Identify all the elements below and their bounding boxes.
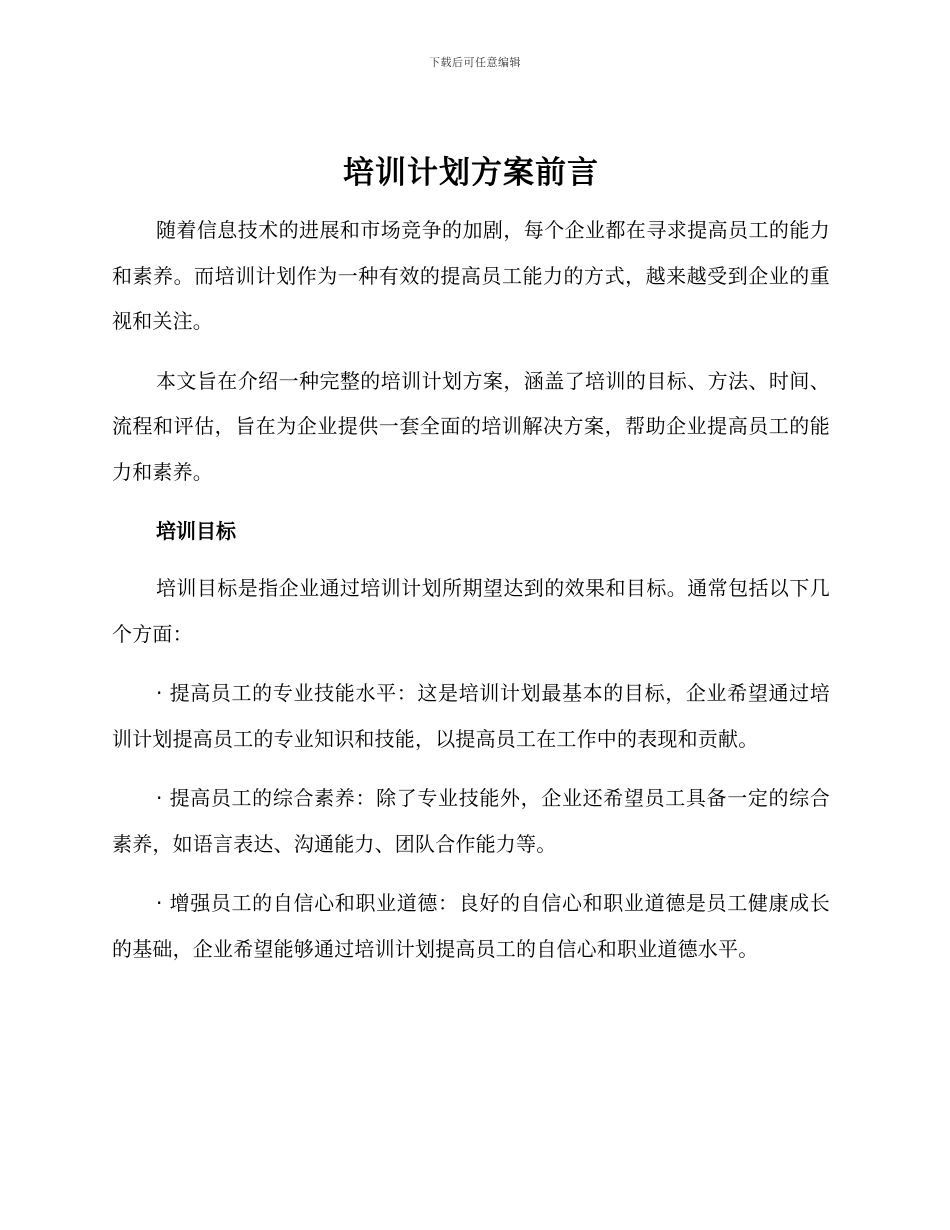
intro-paragraph-2: 本文旨在介绍一种完整的培训计划方案，涵盖了培训的目标、方法、时间、流程和评估，旨在为企业提供一套全面的培训解决方案，帮助企业提高员工的能力和素养。 [112, 368, 830, 484]
header-note: 下载后可任意编辑 [429, 56, 521, 69]
document-body [112, 148, 830, 986]
bullet-item-2: · 提高员工的综合素养：除了专业技能外，企业还希望员工具备一定的综合素养，如语言表达、沟通能力、团队合作能力等。 [112, 786, 830, 856]
document-title: 培训计划方案前言 [343, 155, 599, 191]
bullet-item-1: · 提高员工的专业技能水平：这是培训计划最基本的目标，企业希望通过培训计划提高员工的专业知识和技能，以提高员工在工作中的表现和贡献。 [112, 681, 830, 751]
bullet-item-3: · 增强员工的自信心和职业道德：良好的自信心和职业道德是员工健康成长的基础，企业希望能够通过培训计划提高员工的自信心和职业道德水平。 [112, 891, 830, 961]
section-intro-paragraph: 培训目标是指企业通过培训计划所期望达到的效果和目标。通常包括以下几个方面： [112, 576, 830, 646]
intro-paragraph-1: 随着信息技术的进展和市场竞争的加剧，每个企业都在寻求提高员工的能力和素养。而培训计划作为一种有效的提高员工能力的方式，越来越受到企业的重视和关注。 [112, 218, 830, 333]
section-heading-training-goals: 培训目标 [156, 519, 236, 543]
